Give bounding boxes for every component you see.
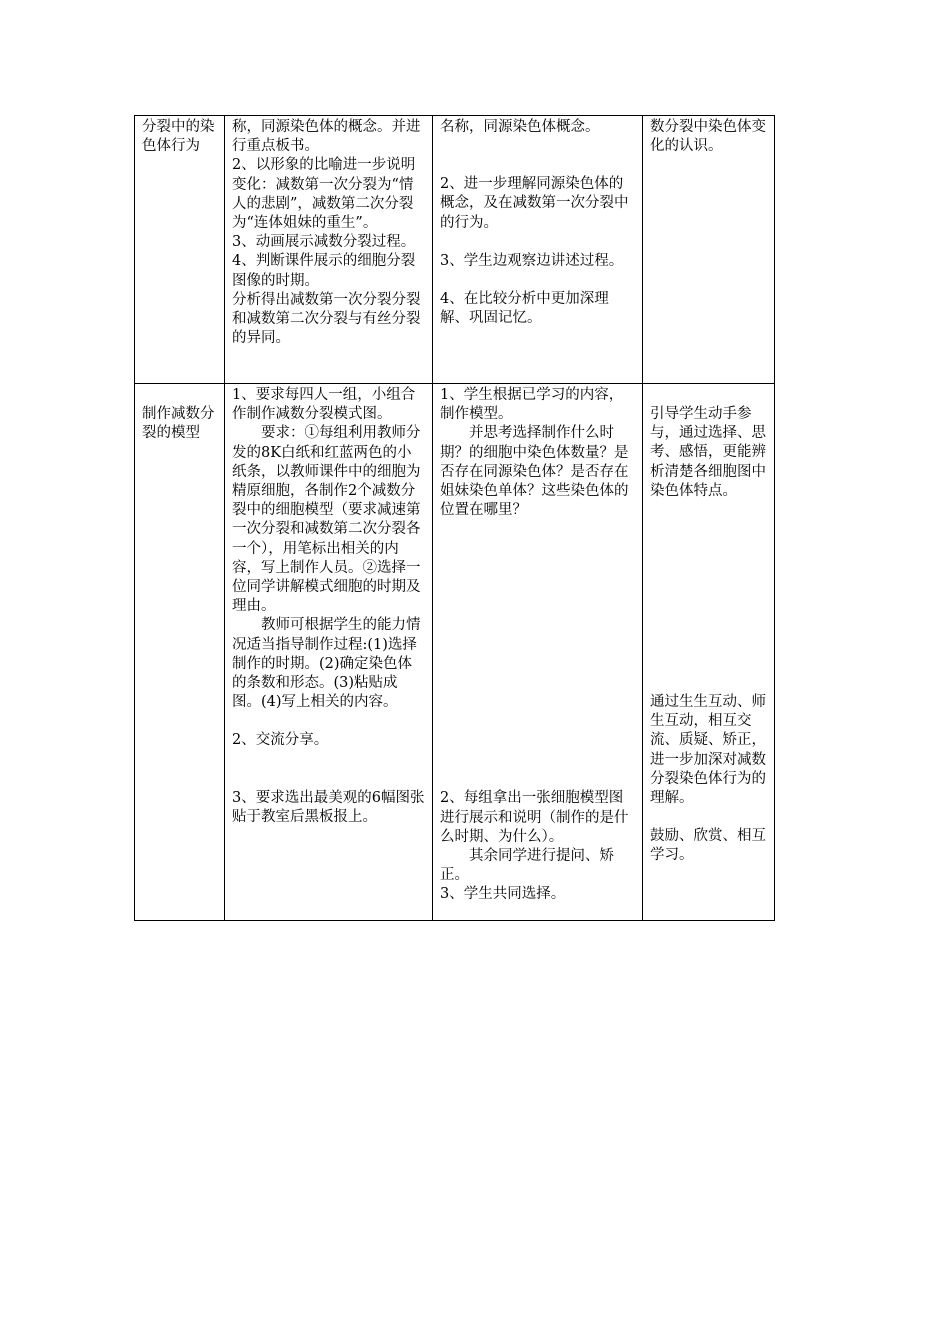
teacher-paragraph: 1、要求每四人一组，小组合作制作减数分裂模式图。 [232,387,416,423]
intent-paragraph: 鼓励、欣赏、相互学习。 [650,828,766,864]
teacher-activity-cell [225,384,433,921]
teacher-paragraph: 2、以形象的比喻进一步说明变化：减数第一次分裂为“情人的悲剧”，减数第二次分裂为“连体姐妹的重生”。 [232,157,416,232]
student-activity-cell [433,116,643,384]
student-paragraph: 1、学生根据已学习的内容，制作模型。 [440,387,624,423]
teacher-paragraph: 要求：①每组利用教师分发的8K白纸和红蓝两色的小纸条，以教师课件中的细胞为精原细胞，各制作2个减数分裂中的细胞模型（要求减速第一次分裂和减数第二次分裂各一个），用笔标出相关的内容，写上制作人员。②选择一位同学讲解模式细胞的时期及理由。 [232,425,421,615]
student-paragraph: 并思考选择制作什么时期？的细胞中染色体数量？是否存在同源染色体？是否存在姐妹染色单体？这些染色体的位置在哪里？ [440,425,629,519]
stage-cell [135,116,225,384]
intent-paragraph: 数分裂中染色体变化的认识。 [650,119,766,155]
student-paragraph: 3、学生共同选择。 [440,886,566,903]
student-activity-cell [433,384,643,921]
table-row [135,384,775,921]
teacher-paragraph: 3、要求选出最美观的6幅图张贴于教室后黑板报上。 [232,789,425,825]
teacher-paragraph: 4、判断课件展示的细胞分裂图像的时期。 [232,253,416,289]
student-paragraph: 2、进一步理解同源染色体的概念，及在减数第一次分裂中的行为。 [440,176,629,231]
student-paragraph: 2、每组拿出一张细胞模型图进行展示和说明（制作的是什么时期、为什么）。 [440,790,629,845]
teacher-paragraph: 2、交流分享。 [232,732,329,749]
student-paragraph: 3、学生边观察边讲述过程。 [440,252,624,269]
student-paragraph: 名称，同源染色体概念。 [440,119,600,135]
intent-paragraph: 通过生生互动、师生互动，相互交流、质疑、矫正，进一步加深对减数分裂染色体行为的理解。 [650,694,766,807]
student-paragraph: 4、在比较分析中更加深理解、巩固记忆。 [440,291,609,327]
student-paragraph: 其余同学进行提问、矫正。 [440,848,614,884]
teacher-paragraph: 3、动画展示减数分裂过程。 [232,234,416,251]
teacher-paragraph: 教师可根据学生的能力情况适当指导制作过程:(1)选择制作的时期。(2)确定染色体的条数和形态。(3)粘贴成图。(4)写上相关的内容。 [232,617,421,711]
teacher-paragraph: 分析得出减数第一次分裂分裂和减数第二次分裂与有丝分裂的异同。 [232,291,421,347]
design-intent-cell [643,116,775,384]
stage-text: 制作减数分裂的模型 [142,406,215,442]
teacher-activity-cell [225,116,433,384]
design-intent-cell [643,384,775,921]
teacher-paragraph: 称，同源染色体的概念。并进行重点板书。 [232,119,421,155]
stage-cell [135,384,225,921]
intent-paragraph: 引导学生动手参与，通过选择、思考、感悟，更能辨析清楚各细胞图中染色体特点。 [650,406,766,499]
table-row [135,116,775,384]
stage-text: 分裂中的染色体行为 [142,119,215,155]
lesson-plan-table [134,115,775,921]
